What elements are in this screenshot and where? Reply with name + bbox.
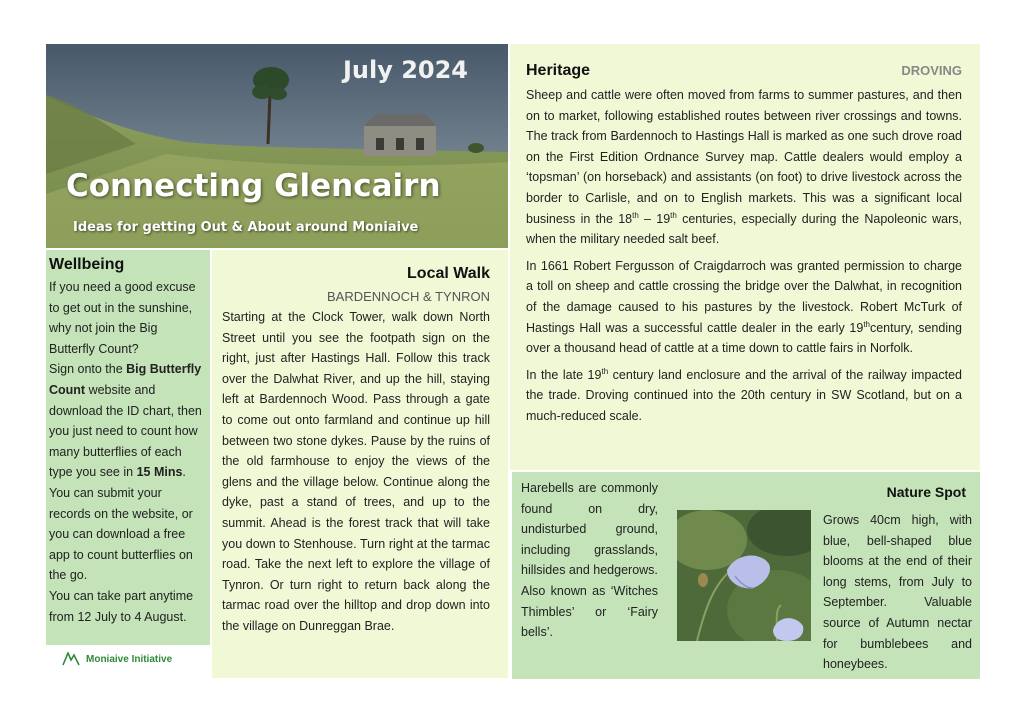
heritage-heading: Heritage: [526, 62, 591, 79]
local-walk-section: [212, 250, 508, 678]
nature-spot-heading: Nature Spot: [886, 484, 966, 500]
nature-spot-right-text: Grows 40cm high, with blue, bell-shaped blue blooms at the end of their long stems, from July to September. Valuable source of Autumn nectar for bumblebees and honeybees.: [823, 513, 972, 672]
header-banner: [46, 44, 508, 248]
nature-spot-left-text: [521, 478, 658, 643]
newsletter-title: Connecting Glencairn: [66, 168, 441, 204]
wellbeing-paragraph: You can take part anytime from 12 July to 4 August.: [49, 588, 194, 624]
local-walk-kicker: BARDENNOCH & TYNRON: [326, 289, 490, 304]
wellbeing-paragraph: If you need a good excuse to get out in the sunshine, why not join the Big Butterfly Count?: [49, 280, 196, 356]
heritage-paragraph: In 1661 Robert Fergusson of Craigdarroch was granted permission to charge a toll on sheep and cattle crossing the bridge over the Dalwhat, in recognition of the damage caused to his pastures by the livestock. Robert McTurk of Hastings Hall was a successful cattle dealer in the early 19thcentury, sending over a thousand head of cattle at a time down to cattle fairs in Norfolk.: [526, 258, 962, 356]
newsletter-subtitle: Ideas for getting Out & About around Moniaive: [73, 220, 419, 235]
heritage-paragraph: Sheep and cattle were often moved from farms to summer pastures, and then on to market, following established routes between river crossings and towns. The track from Bardennoch to Hastings Hall is marked as one such drove road on the First Edition Ordnance Survey map. Cattle dealers would employ a ‘topsman’ (on horseback) and assistants (on foot) to drive livestock across the border to Carlisle, and on to English markets. This was a significant local business in the 18th – 19th centuries, especially during the Napoleonic wars, when the military needed salt beef.: [526, 88, 962, 247]
logo-text: Moniaive Initiative: [86, 653, 173, 665]
wellbeing-section: [46, 250, 210, 645]
moniaive-initiative-logo: [62, 652, 172, 666]
harebell-photo: [677, 510, 811, 641]
nature-spot-section: [512, 472, 980, 679]
wellbeing-paragraph: Sign onto the Big Butterfly Count website and download the ID chart, then you just need to count how many butterflies of each type you see in 15 Mins.: [49, 362, 202, 480]
mountain-logo-icon: [62, 652, 80, 666]
nature-spot-paragraph: Also known as ‘Witches Thimbles’ or ‘Fairy bells’.: [521, 583, 658, 640]
heritage-section: [510, 44, 980, 470]
local-walk-body: Starting at the Clock Tower, walk down North Street until you see the footpath sign on the right, just after Hastings Hall. Follow this track over the Dalwhat River, and up the hill, staying left at Bardennoch Wood. Pass through a gate to come out onto farmland and continue up hill between two stone dykes. Pause by the ruins of the old farmhouse to enjoy the views of the glens and the village below. Continue along the dyke, past a stand of trees, and up to the summit. Ahead is the forest track that will take you down to Stenhouse. Turn right at the tarmac road. Take the next left to explore the village of Tynron. Or turn right to return back along the tarmac road over the hilltop and drop down into the village on Dunreggan Brae.: [222, 310, 490, 633]
nature-spot-paragraph: Harebells are commonly found on dry, undisturbed ground, including grasslands, hillsides and hedgerows.: [521, 481, 658, 578]
wellbeing-heading: Wellbeing: [49, 256, 125, 273]
issue-date: July 2024: [342, 56, 468, 84]
heritage-kicker: DROVING: [901, 63, 962, 78]
heritage-paragraph: In the late 19th century land enclosure and the arrival of the railway impacted the trade. Droving continued into the 20th century in SW Scotland, but on a much-reduced scale.: [526, 366, 962, 423]
wellbeing-paragraph: You can submit your records on the website, or you can download a free app to count butterflies on the go.: [49, 485, 193, 583]
local-walk-heading: Local Walk: [407, 265, 490, 282]
